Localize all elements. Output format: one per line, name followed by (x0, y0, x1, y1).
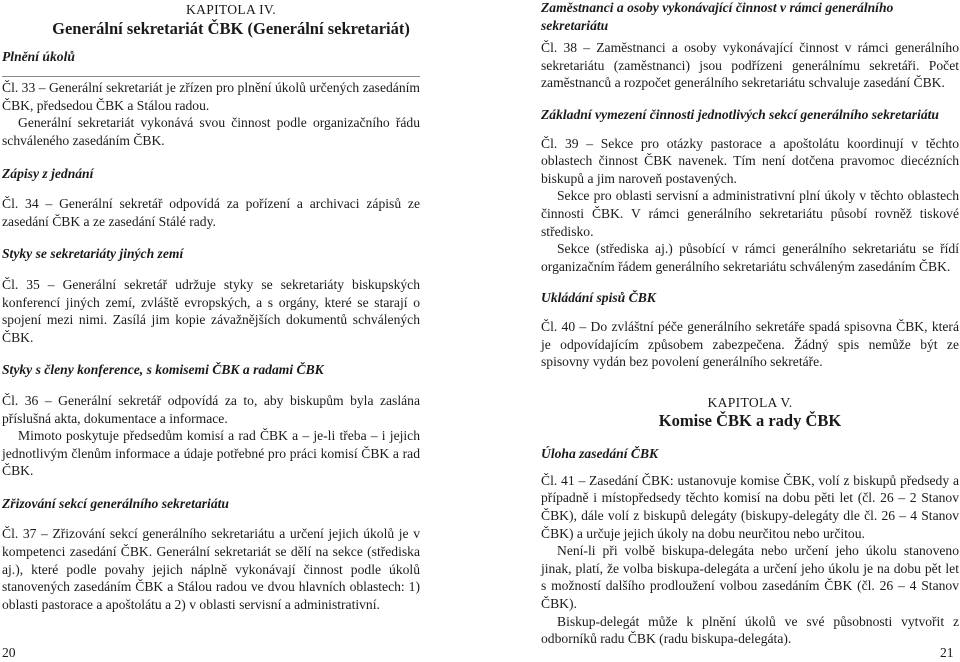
chapter-title: Generální sekretariát ČBK (Generální sekretariát) (52, 18, 410, 38)
page-number-left: 20 (2, 645, 16, 660)
section-heading: Zápisy z jednání (2, 165, 94, 181)
paragraph: Sekce pro oblasti servisní a administrativní plní úkoly v těchto oblastech činnosti ČBK. V rámci generálního sekretariátu působí rovněž tiskové středisko. (541, 188, 959, 239)
left-page (2, 0, 420, 613)
right-page (541, 0, 959, 648)
paragraph: Čl. 40 – Do zvláštní péče generálního sekretáře spadá spisovna ČBK, která je odpovídajícím způsobem zabezpečena. Žádný spis nemůže být ze spisovny vydán bez povolení generálního sekretáře. (541, 318, 959, 370)
paragraph: Čl. 41 – Zasedání ČBK: ustanovuje komise ČBK, volí z biskupů předsedy a případně i místopředsedy těchto komisí na dobu pěti let (čl. 26 – 2 Stanov ČBK), dále volí z biskupů delegáty (biskupy-delegáty dle čl. 26 – 4 Stanov ČBK) a určuje jejich úkoly na dobu neurčitou nebo určitou. (541, 472, 959, 541)
section-heading: Úloha zasedání ČBK (541, 446, 659, 462)
paragraph: Generální sekretariát vykonává svou činnost podle organizačního řádu schváleného zasedáním ČBK. (2, 115, 420, 148)
paragraph: Čl. 36 – Generální sekretář odpovídá za to, aby biskupům byla zaslána příslušná akta, dokumentace a informace. (2, 392, 420, 426)
section-heading: Styky s členy konference, s komisemi ČBK a radami ČBK (2, 362, 324, 378)
section-heading: Styky se sekretariáty jiných zemí (2, 246, 184, 262)
paragraph: Není-li při volbě biskupa-delegáta nebo určení jeho úkolu stanoveno jinak, platí, že volba biskupa-delegáta a určení jeho úkolu je na dobu pět let s možností dalšího prodloužení volbou zasedáním ČBK (čl. 26 – 4 Stanov ČBK). (541, 543, 959, 612)
section-heading: Zřizování sekcí generálního sekretariátu (2, 495, 229, 511)
chapter-label: KAPITOLA IV. (186, 2, 276, 17)
chapter-title: Komise ČBK a rady ČBK (658, 411, 842, 431)
section-heading: Plnění úkolů (2, 48, 75, 64)
chapter-label: KAPITOLA V. (707, 394, 793, 410)
paragraph: Čl. 35 – Generální sekretář udržuje styky se sekretariáty biskupských konferencí jiných zemí, zvláště evropských, a s orgány, které se starají o spojení mezi nimi. Zasílá jim kopie závažnějších dokumentů schválených ČBK. (2, 276, 420, 345)
paragraph: Sekce (střediska aj.) působící v rámci generálního sekretariátu se řídí organizačním řádem generálního sekretariátu schváleným zasedáním ČBK. (541, 241, 959, 274)
paragraph: Biskup-delegát může k plnění úkolů ve své působnosti vytvořit z odborníků radu ČBK (radu biskupa-delegáta). (541, 613, 959, 647)
paragraph: Mimoto poskytuje předsedům komisí a rad ČBK a – je-li třeba – i jejich jednotlivým členům informace a údaje potřebné pro práci komisí ČBK a rad ČBK. (2, 428, 420, 479)
section-heading: Zaměstnanci a osoby vykonávající činnost v rámci generálního sekretariátu (541, 0, 894, 33)
divider (2, 76, 420, 77)
page-number-right: 21 (940, 645, 954, 660)
paragraph: Čl. 34 – Generální sekretář odpovídá za pořízení a archivaci zápisů ze zasedání ČBK a ze zasedání Stálé rady. (2, 196, 420, 229)
section-heading: Ukládání spisů ČBK (541, 290, 656, 306)
paragraph: Čl. 37 – Zřizování sekcí generálního sekretariátu a určení jejich úkolů je v kompetenci zasedání ČBK. Generální sekretariát se dělí na sekce (střediska aj.), které podle povahy jejich náplně vykonávají činnost podle úkolů stanovených zasedáním ČBK a Stálou radou ve dvou hlavních oblastech: 1) oblasti pastorace a apoštolátu a 2) v oblasti servisní a administrativní. (2, 526, 420, 612)
paragraph: Čl. 33 – Generální sekretariát je zřízen pro plnění úkolů určených zasedáním ČBK, předsedou ČBK a Stálou radou. (2, 80, 420, 113)
paragraph: Čl. 39 – Sekce pro otázky pastorace a apoštolátu koordinují v těchto oblastech činnost ČBK navenek. Tím není dotčena pravomoc diecézních biskupů a jim naroveň postavených. (541, 135, 959, 186)
section-heading: Základní vymezení činnosti jednotlivých sekcí generálního sekretariátu (541, 106, 939, 122)
paragraph: Čl. 38 – Zaměstnanci a osoby vykonávající činnost v rámci generálního sekretariátu (zaměstnanci) jsou podřízeni generálnímu sekretáři. Počet zaměstnanců a rozpočet generálního sekretariátu schvaluje zasedání ČBK. (541, 40, 959, 91)
